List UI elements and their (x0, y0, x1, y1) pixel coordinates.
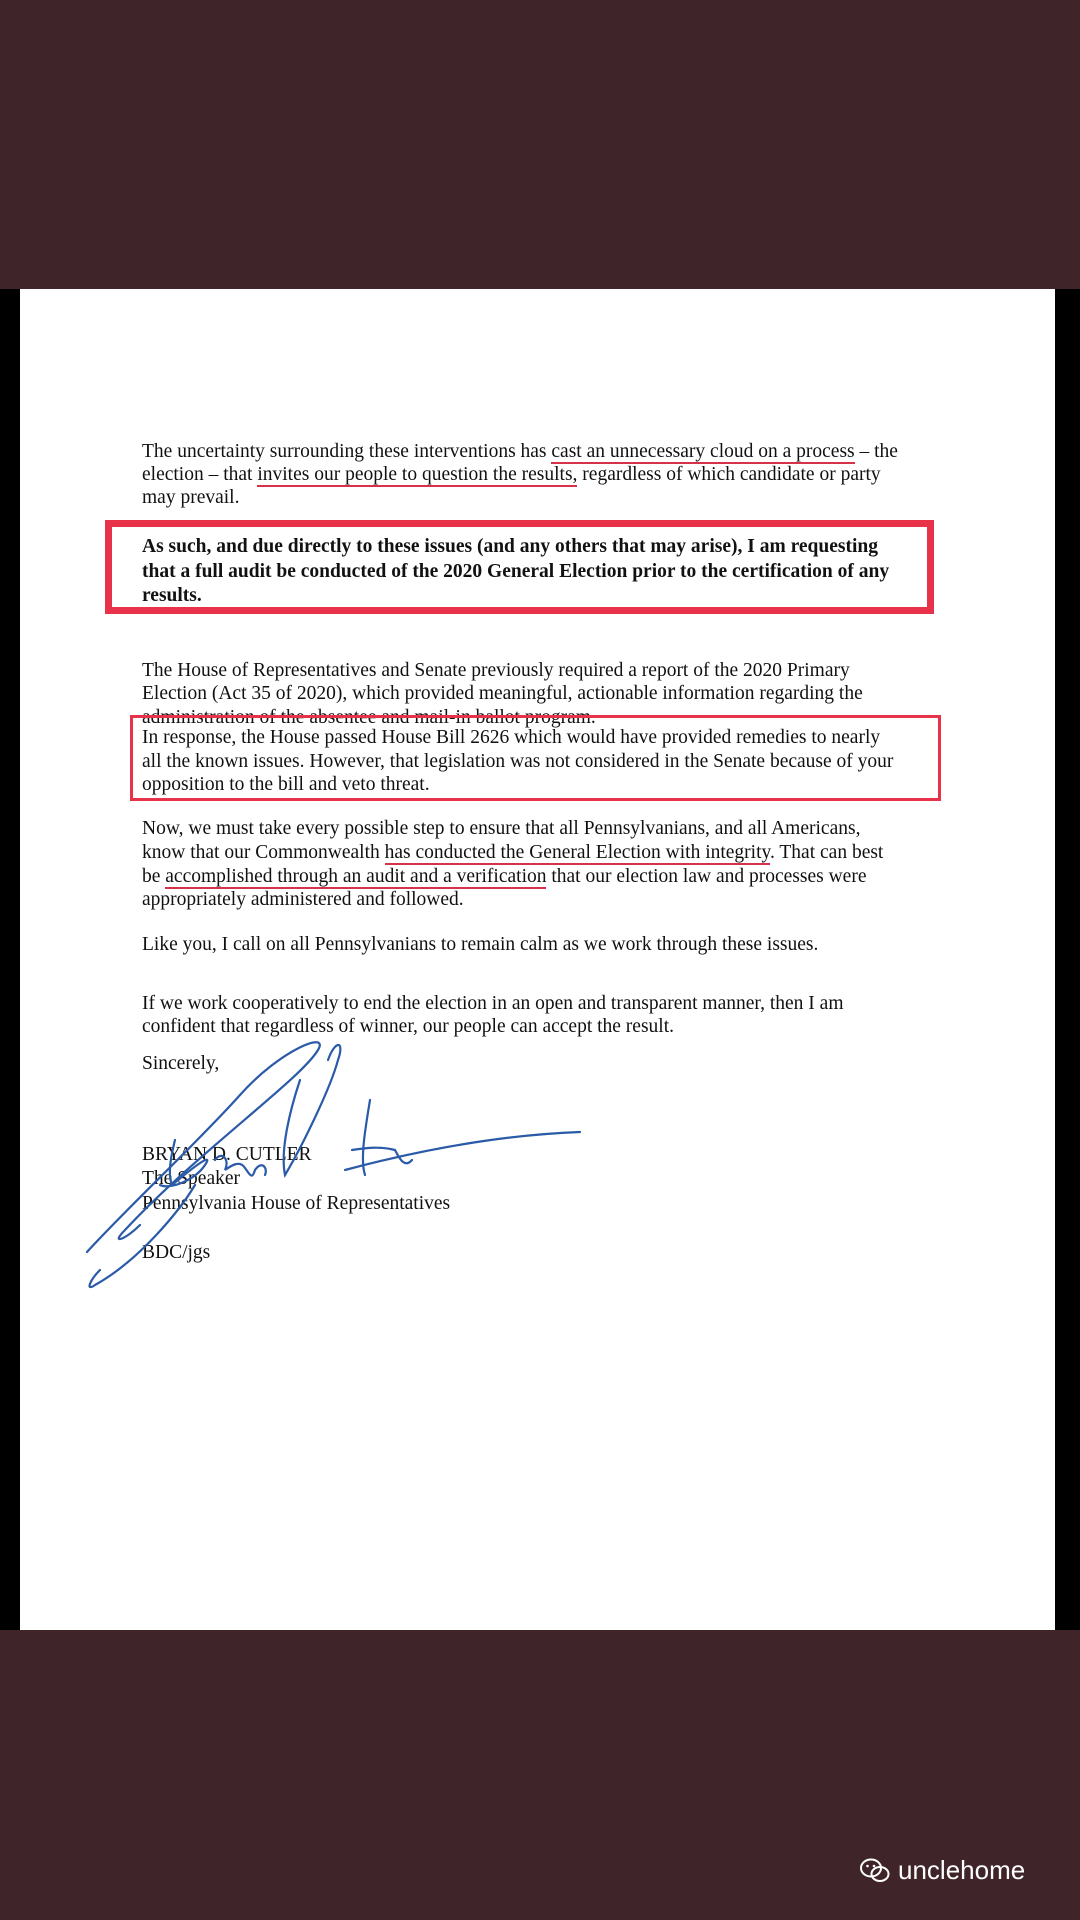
text-segment: election – that (142, 464, 258, 485)
text-segment: appropriately administered and followed. (142, 889, 464, 910)
text-segment: – the (854, 441, 898, 462)
underlined-phrase: cast an unnecessary cloud on a process (551, 441, 855, 462)
text-segment: results. (142, 585, 202, 606)
underlined-phrase: accomplished through an audit and a verification (165, 866, 547, 887)
underlined-phrase: has conducted the General Election with integrity (384, 842, 770, 863)
text-segment: may prevail. (142, 487, 240, 508)
text-segment: . That can best (770, 842, 884, 863)
watermark (860, 1855, 1025, 1886)
signer-org: Pennsylvania House of Representatives (142, 1193, 451, 1214)
closing: Sincerely, (142, 1053, 220, 1074)
watermark-text: unclehome (898, 1855, 1026, 1885)
text-segment: Like you, I call on all Pennsylvanians to remain calm as we work through these issues. (142, 934, 819, 955)
text-segment: all the known issues. However, that legislation was not considered in the Senate because of your (142, 751, 894, 772)
text-segment: that our election law and processes were (546, 866, 867, 887)
text-segment: Now, we must take every possible step to ensure that all Pennsylvanians, and all Americans, (142, 818, 861, 839)
signer-name: BRYAN D. CUTLER (142, 1144, 312, 1165)
text-segment: administration of the absentee and mail-in ballot program. (142, 707, 596, 728)
reference-initials: BDC/jgs (142, 1242, 211, 1263)
text-segment: If we work cooperatively to end the election in an open and transparent manner, then I am (142, 993, 844, 1014)
text-segment: opposition to the bill and veto threat. (142, 774, 430, 795)
text-segment: that a full audit be conducted of the 2020 General Election prior to the certification of any (142, 561, 890, 582)
text-segment: confident that regardless of winner, our people can accept the result. (142, 1016, 675, 1037)
text-segment: Election (Act 35 of 2020), which provided meaningful, actionable information regarding the (142, 683, 863, 704)
underlined-phrase: invites our people to question the results, (257, 464, 578, 485)
text-segment: regardless of which candidate or party (577, 464, 881, 485)
text-segment: be (142, 866, 166, 887)
text-segment: The House of Representatives and Senate previously required a report of the 2020 Primary (142, 660, 850, 681)
text-segment: As such, and due directly to these issues (and any others that may arise), I am requesting (142, 536, 878, 557)
text-segment: In response, the House passed House Bill 2626 which would have provided remedies to nearly (142, 727, 881, 748)
text-segment: know that our Commonwealth (142, 842, 385, 863)
wechat-icon (860, 1858, 890, 1884)
signer-title: The Speaker (142, 1168, 240, 1189)
text-segment: The uncertainty surrounding these interventions has (142, 441, 552, 462)
